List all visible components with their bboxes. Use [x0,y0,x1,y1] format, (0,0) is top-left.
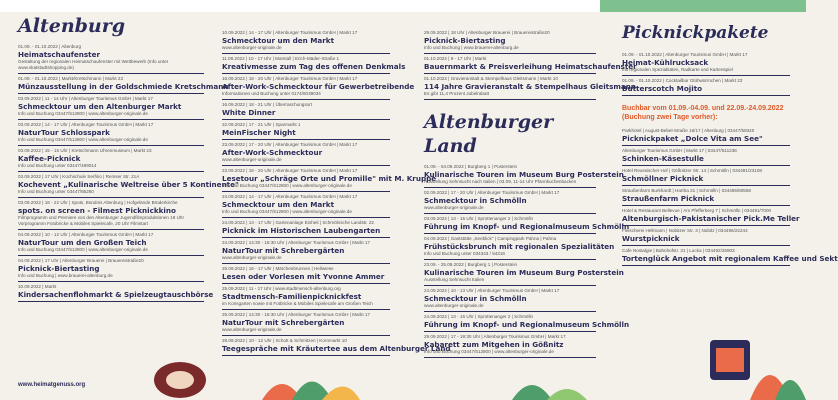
event-description: www.altenburger-originale.de [222,327,282,332]
event-description: Info und Buchung 03447/512800 | www.altenburger-originale.de [18,247,148,252]
event-title: Schinken-Käsestulle [622,154,704,163]
event-title: Kabarett zum Mitgehen in Gößnitz [424,340,564,349]
event-title: Kulinarische Touren im Museum Burg Posterstein [424,170,624,179]
event-item [18,230,204,256]
event-item [222,166,437,192]
event-title: Bauernmarkt & Preisverleihung Heimatschaufenster [424,62,637,71]
event-meta: 01.09. - 01.10.2022 | Altenburger Tourismus GmbH | Markt 17 [622,52,748,57]
column-altenburg [18,14,239,302]
event-title: Kreativmesse zum Tag des offenen Denkmals [222,62,406,71]
event-item [424,286,596,312]
event-item [18,172,239,198]
event-meta: 03.09.2022 | 11 - 14 Uhr | Altenburger Tourismus GmbH | Markt 17 [18,96,153,101]
event-item [18,282,214,302]
column-altenburg-continued [222,28,451,356]
event-meta: 11.09.2022 | 10 - 17 Uhr | Marstall | Erich-Mäder-Straße 1 [222,56,340,61]
event-item [424,74,636,100]
event-list [18,42,239,302]
event-list [622,50,790,96]
meat-illustration [140,350,220,400]
foliage-illustration [512,370,602,400]
event-meta: 04.09.2022 | Gaststätte „Seeblick" | Campingpark Pahna | Pahna [424,236,557,241]
event-meta: 03.09.2022 | 13 - 15 Uhr | Sprottenanger 2 | Schmölln [424,216,534,221]
event-description: www.altenburger-originale.de [222,157,282,162]
column-picknickpakete [622,22,838,266]
event-list [424,162,630,358]
event-title: Frühstücksbrunch mit regionalen Spezialitäten [424,242,615,251]
event-title: Kindersachenflohmarkt & Spielzeugtauschbörse [18,290,214,299]
event-title: Altenburgisch-Pakistanischer Pick.Me Teller [622,214,800,223]
event-item [222,264,390,284]
event-meta: 24.09.2022 | 10 - 13 Uhr | Altenburger Tourismus GmbH | Markt 17 [424,288,560,293]
event-title: Lesetour „Schräge Orte und Promille" mit M. Kruppe [222,174,437,183]
event-meta: 23.09. - 25.09.2022 | Burgberg 1 | Posterstein [424,262,518,267]
event-meta: 16.09.2022 | 18 - 21 Uhr | Überraschungsort [222,102,312,107]
event-title: 114 Jahre Gravieranstalt & Stempelhaus Gleitsmann [424,82,636,91]
event-meta: Hotel & Restaurant Bellevue | Am Pfefferberg 7 | Schmölln | 034491/7000 [622,208,772,213]
event-title: Lesen oder Vorlesen mit Yvonne Ammer [222,272,385,281]
top-bar-accent [600,0,806,12]
event-meta: 03.09.2022 | 18 - 22 Uhr | Spots. Bündnis Altenburg | Hofgelände Brüderkirche [18,200,178,205]
event-title: spots. on screen - Filmest Picknickkino [18,206,176,215]
event-item [222,218,390,238]
event-meta: 25.09.2022 | 16 - 17 Uhr | Märchenbrunnen | Hellwiese [222,266,334,271]
event-item [424,234,615,260]
event-title: Schmecktour um den Markt [222,200,335,209]
event-title: White Dinner [222,108,276,117]
event-meta: 25.09.2022 | 11 - 17 Uhr | www.stadtmensch-altenburg.org [222,286,341,291]
event-title: Schmecktour in Schmölln [424,196,527,205]
event-title: Führung im Knopf- und Regionalmuseum Schmölln [424,222,630,231]
event-title: Stadtmensch-Familienpicknickfest [222,292,362,301]
event-item [424,260,624,286]
heading-altenburg: Altenburg [18,15,126,37]
event-description: Filmprogramm und Premiere von den Altenburger Jugendfilmproduktionen 18 Uhr Vorprogramm Fotobricke & Mobiles Spielecafe, 20 Uhr Filmstart [18,215,184,226]
event-title: Teegespräche mit Kräutertee aus dem Altenburger Land [222,344,451,353]
event-title: After-Work-Schmecktour für Gewerbetreibende [222,82,415,91]
event-meta: 25.09.2022 | 14:30 - 16:30 Uhr | Altenburger Tourismus GmbH | Markt 17 [222,312,371,317]
event-meta: 24.09.2022 | 14 - 17 Uhr | Altenburger Tourismus GmbH | Markt 17 [222,194,358,199]
event-meta: 24.09.2022 | 13 - 15 Uhr | Sprottenanger 2 | Schmölln [424,314,534,319]
event-description: Gestaltung der regionalen Heimatschaufenster mit Wettbewerb (Info unter www.skatstadtshopping.de) [18,59,169,70]
event-description: www.altenburger-originale.de [424,205,484,210]
event-item [622,246,838,266]
event-meta: 01.09. - 01.10.2022 | Cocktailbar Glühwürmchen | Markt 23 [622,78,743,83]
event-meta: 23.09.2022 | 17 - 20 Uhr | Altenburger Tourismus GmbH | Markt 17 [222,142,358,147]
event-meta: 01.10.2022 | 9 - 17 Uhr | Markt [424,56,487,61]
thermos-label [716,348,744,372]
event-meta: 04.09.2022 | 10 - 12 Uhr | Altenburger Tourismus GmbH | Markt 17 [18,232,154,237]
heading-picknickpakete: Picknickpakete [622,23,769,43]
event-meta: 03.09.2022 | 17 Uhr | Kochschule Serfino | Remser Str. 21A [18,174,140,179]
event-meta: 24.09.2022 | 14:30 - 16:30 Uhr | Altenburger Tourismus GmbH | Markt 17 [222,240,371,245]
event-description: Info und Buchung | www.brauerei-altenburg.de [18,273,113,278]
event-item [222,54,406,74]
event-item [424,214,630,234]
event-item [424,28,596,54]
event-meta: 03.09.2022 | 15 - 16 Uhr | Kretschmann Uhrenmuseum | Markt 23 [18,148,152,153]
event-meta: Hotel Reussischer Hof | Gößnitzer Str. 14 | Schmölln | 034491/23108 [622,168,762,173]
event-meta: 04.09.2022 | 17 Uhr | Altenburger Brauerei | Brauereistraße20 [18,258,144,263]
event-item [18,146,204,172]
event-item [222,238,390,264]
event-title: Picknickpaket „Dolce Vita am See" [622,134,763,143]
event-meta: 28.09.2022 | 10 - 12 Uhr | Schott & Schmitzen | Kornmarkt 10 [222,338,347,343]
event-description: Info und Buchung 03447/512800 | www.altenburger-originale.de [18,137,148,142]
event-meta: 10.09.2022 | 14 - 17 Uhr | Altenburger Tourismus GmbH | Markt 17 [222,30,358,35]
event-meta: 16.09.2022 | 18 - 20 Uhr | Altenburger Tourismus GmbH | Markt 17 [222,76,358,81]
event-title: Picknick-Biertasting [18,264,100,273]
event-description: Informationen und Buchung unter 0174/6039034 [222,91,321,96]
event-description: Info und Buchung | www.brauerei-altenburg.de [424,45,519,50]
event-description: Info und Buchung 03447/512800 | www.altenburger-originale.de [424,349,554,354]
plant-illustration [252,358,362,400]
top-bar [0,0,806,12]
event-description: Es gibt 11,4 Prozent Jubelrabatt [424,91,490,96]
event-meta: 01.09. - 01.10.2022 | Altenburg [18,44,82,49]
event-title: After-Work-Schmecktour [222,148,323,157]
event-list [222,28,451,356]
event-item [622,76,790,96]
event-item [222,74,415,100]
leaf-shape [512,385,552,400]
booking-highlight: Buchbar vom 01.09.-04.09. und 22.09.-24.09.2022 (Buchung zwei Tage vorher): [622,105,784,121]
event-item [424,162,624,188]
event-description: Info und Buchung 03447/512800 | www.altenburger-originale.de [222,183,352,188]
event-meta: 01.10.2022 | Gravieranstalt & Stempelhaus Gleitsmann | Markt 10 [424,76,558,81]
event-item [222,140,390,166]
package-list [622,126,838,266]
event-description: www.altenburger-originale.de [222,45,282,50]
event-title: Tortenglück Angebot mit regionalem Kaffee und Sekt [622,254,838,263]
event-description: Info und Buchung 03447/512800 | www.altenburger-originale.de [18,111,148,116]
event-item [18,198,204,230]
event-meta: Altenburger Tourismus GmbH | Markt 17 | 03447/511236 [622,148,737,153]
event-description: Ausstellung Sehnsucht Italien [424,277,485,282]
event-title: Straußenfarm Picknick [622,194,715,203]
event-title: MeinFischer Night [222,128,296,137]
event-item [18,256,204,282]
event-item [222,100,390,120]
event-meta: 10.09.2022 | Markt [18,284,57,289]
event-meta: Fleischerei Hellmann | Nobitzer Str. 3 | Nobitz | 034496/22244 [622,228,748,233]
event-title: Heimatschaufenster [18,50,101,59]
event-item [622,206,800,226]
event-title: Schmöllner Picknick [622,174,704,183]
event-item [622,126,790,146]
event-meta: 01.09. - 04.09.2022 | Burgberg 1 | Posterstein [424,164,518,169]
event-item [222,310,390,336]
event-meta: 01.09. - 01.10.2022 | Markt/Kretschmann | Markt 23 [18,76,124,81]
event-meta: 29.09.2022 | 17 - 19:30 Uhr | Altenburger Tourismus GmbH | Markt 17 [424,334,566,339]
event-item [222,28,390,54]
event-title: Münzausstellung in der Goldschmiede Kretschmann [18,82,229,91]
event-title: Schmecktour um den Altenburger Markt [18,102,182,111]
event-description: Info und Buchung 03447/512800 | www.altenburger-originale.de [222,209,352,214]
event-title: Schmecktour in Schmölln [424,294,527,303]
event-meta: 24.09.2022 | 14 - 17 Uhr | Gartenanlage Einheit | Schmölnsche Landstr. 22 [222,220,374,225]
event-item [222,284,390,310]
event-title: Kulinarische Touren im Museum Burg Posterstein [424,268,624,277]
event-description: im Konsgarten sowie mit Fotbricke & Mobiles Spielecafe am Großen Teich [222,301,373,306]
event-title: Kaffee-Picknick [18,154,81,163]
heading-altenburger-land: Altenburger Land [424,111,554,157]
event-title: NaturTour mit Schrebergärten [222,246,345,255]
event-description: Info und Buchung unter 03447/85260 [18,189,94,194]
event-item [622,166,790,186]
event-title: Picknick-Biertasting [424,36,506,45]
event-item [622,146,790,166]
event-meta: 03.09.2022 | 14 - 17 Uhr | Altenburger Tourismus GmbH | Markt 17 [18,122,154,127]
event-description: Info und Buchung unter 034343 / 54316 [424,251,505,256]
event-title: Heimat-Kühlrucksack [622,58,709,67]
event-item [622,186,790,206]
event-list-top [424,28,637,100]
event-title: Führung im Knopf- und Regionalmuseum Schmölln [424,320,630,329]
event-title: NaturTour mit Schrebergärten [222,318,345,327]
event-meta: 29.09.2022 | 18 Uhr | Altenburger Brauerei | Brauereistraße20 [424,30,550,35]
event-item [622,50,790,76]
event-meta: Cafe Nostalgie | Bahnhofstr. 31 | Lucka | 034492/26903 [622,248,735,253]
event-item [222,336,451,356]
event-description: www.altenburger-originale.de [424,303,484,308]
event-title: NaturTour um den Großen Teich [18,238,147,247]
event-description: www.altenburger-originale.de [222,255,282,260]
event-meta: 23.09.2022 | 18 - 20 Uhr | Altenburger Tourismus GmbH | Markt 17 [222,168,358,173]
footer-url[interactable]: www.heimatgenuss.org [18,382,86,388]
event-title: Picknick im Historischen Laubengarten [222,226,381,235]
event-item [18,120,204,146]
event-item [622,226,790,246]
event-description: mit regionalen Spezialitäten, Radkarte und Kartenspiel [622,67,733,72]
event-meta: Parkhotel | August-Bebel-Straße 16/17 | Altenburg | 03447/58340 [622,128,755,133]
event-item [18,42,204,74]
event-title: NaturTour Schlosspark [18,128,110,137]
event-item [18,74,229,94]
event-title: Schmecktour um den Markt [222,36,335,45]
event-item [424,332,596,358]
event-item [222,192,390,218]
event-meta: 22.09.2022 | 17 - 21 Uhr | Sparmarkt 1 [222,122,301,127]
event-meta: 02.09.2022 | 17 - 20 Uhr | Altenburger Tourismus GmbH | Markt 17 [424,190,560,195]
event-description: Ausstellung Sehnsucht nach Italien | 03.09, 11-14 Uhr Pfannkuchenbacken [424,179,577,184]
event-item [222,120,390,140]
column-altenburger-land [424,28,637,358]
meat-bone [166,371,194,389]
event-title: Butterscotch Mojito [622,84,703,93]
event-description: Info und Buchung unter 03447/489014 [18,163,97,168]
event-item [18,94,204,120]
event-title: Wurstpicknick [622,234,680,243]
leaf-shape [547,389,587,400]
event-title: Kochevent „Kulinarische Weltreise über 5 Kontinente" [18,180,239,189]
event-item [424,54,637,74]
event-item [424,188,596,214]
picnic-illustration [690,320,806,400]
event-meta: Straußenfarm Burkhardt | Hartha 21 | Schmölln | 034495/80558 [622,188,751,193]
event-item [424,312,630,332]
